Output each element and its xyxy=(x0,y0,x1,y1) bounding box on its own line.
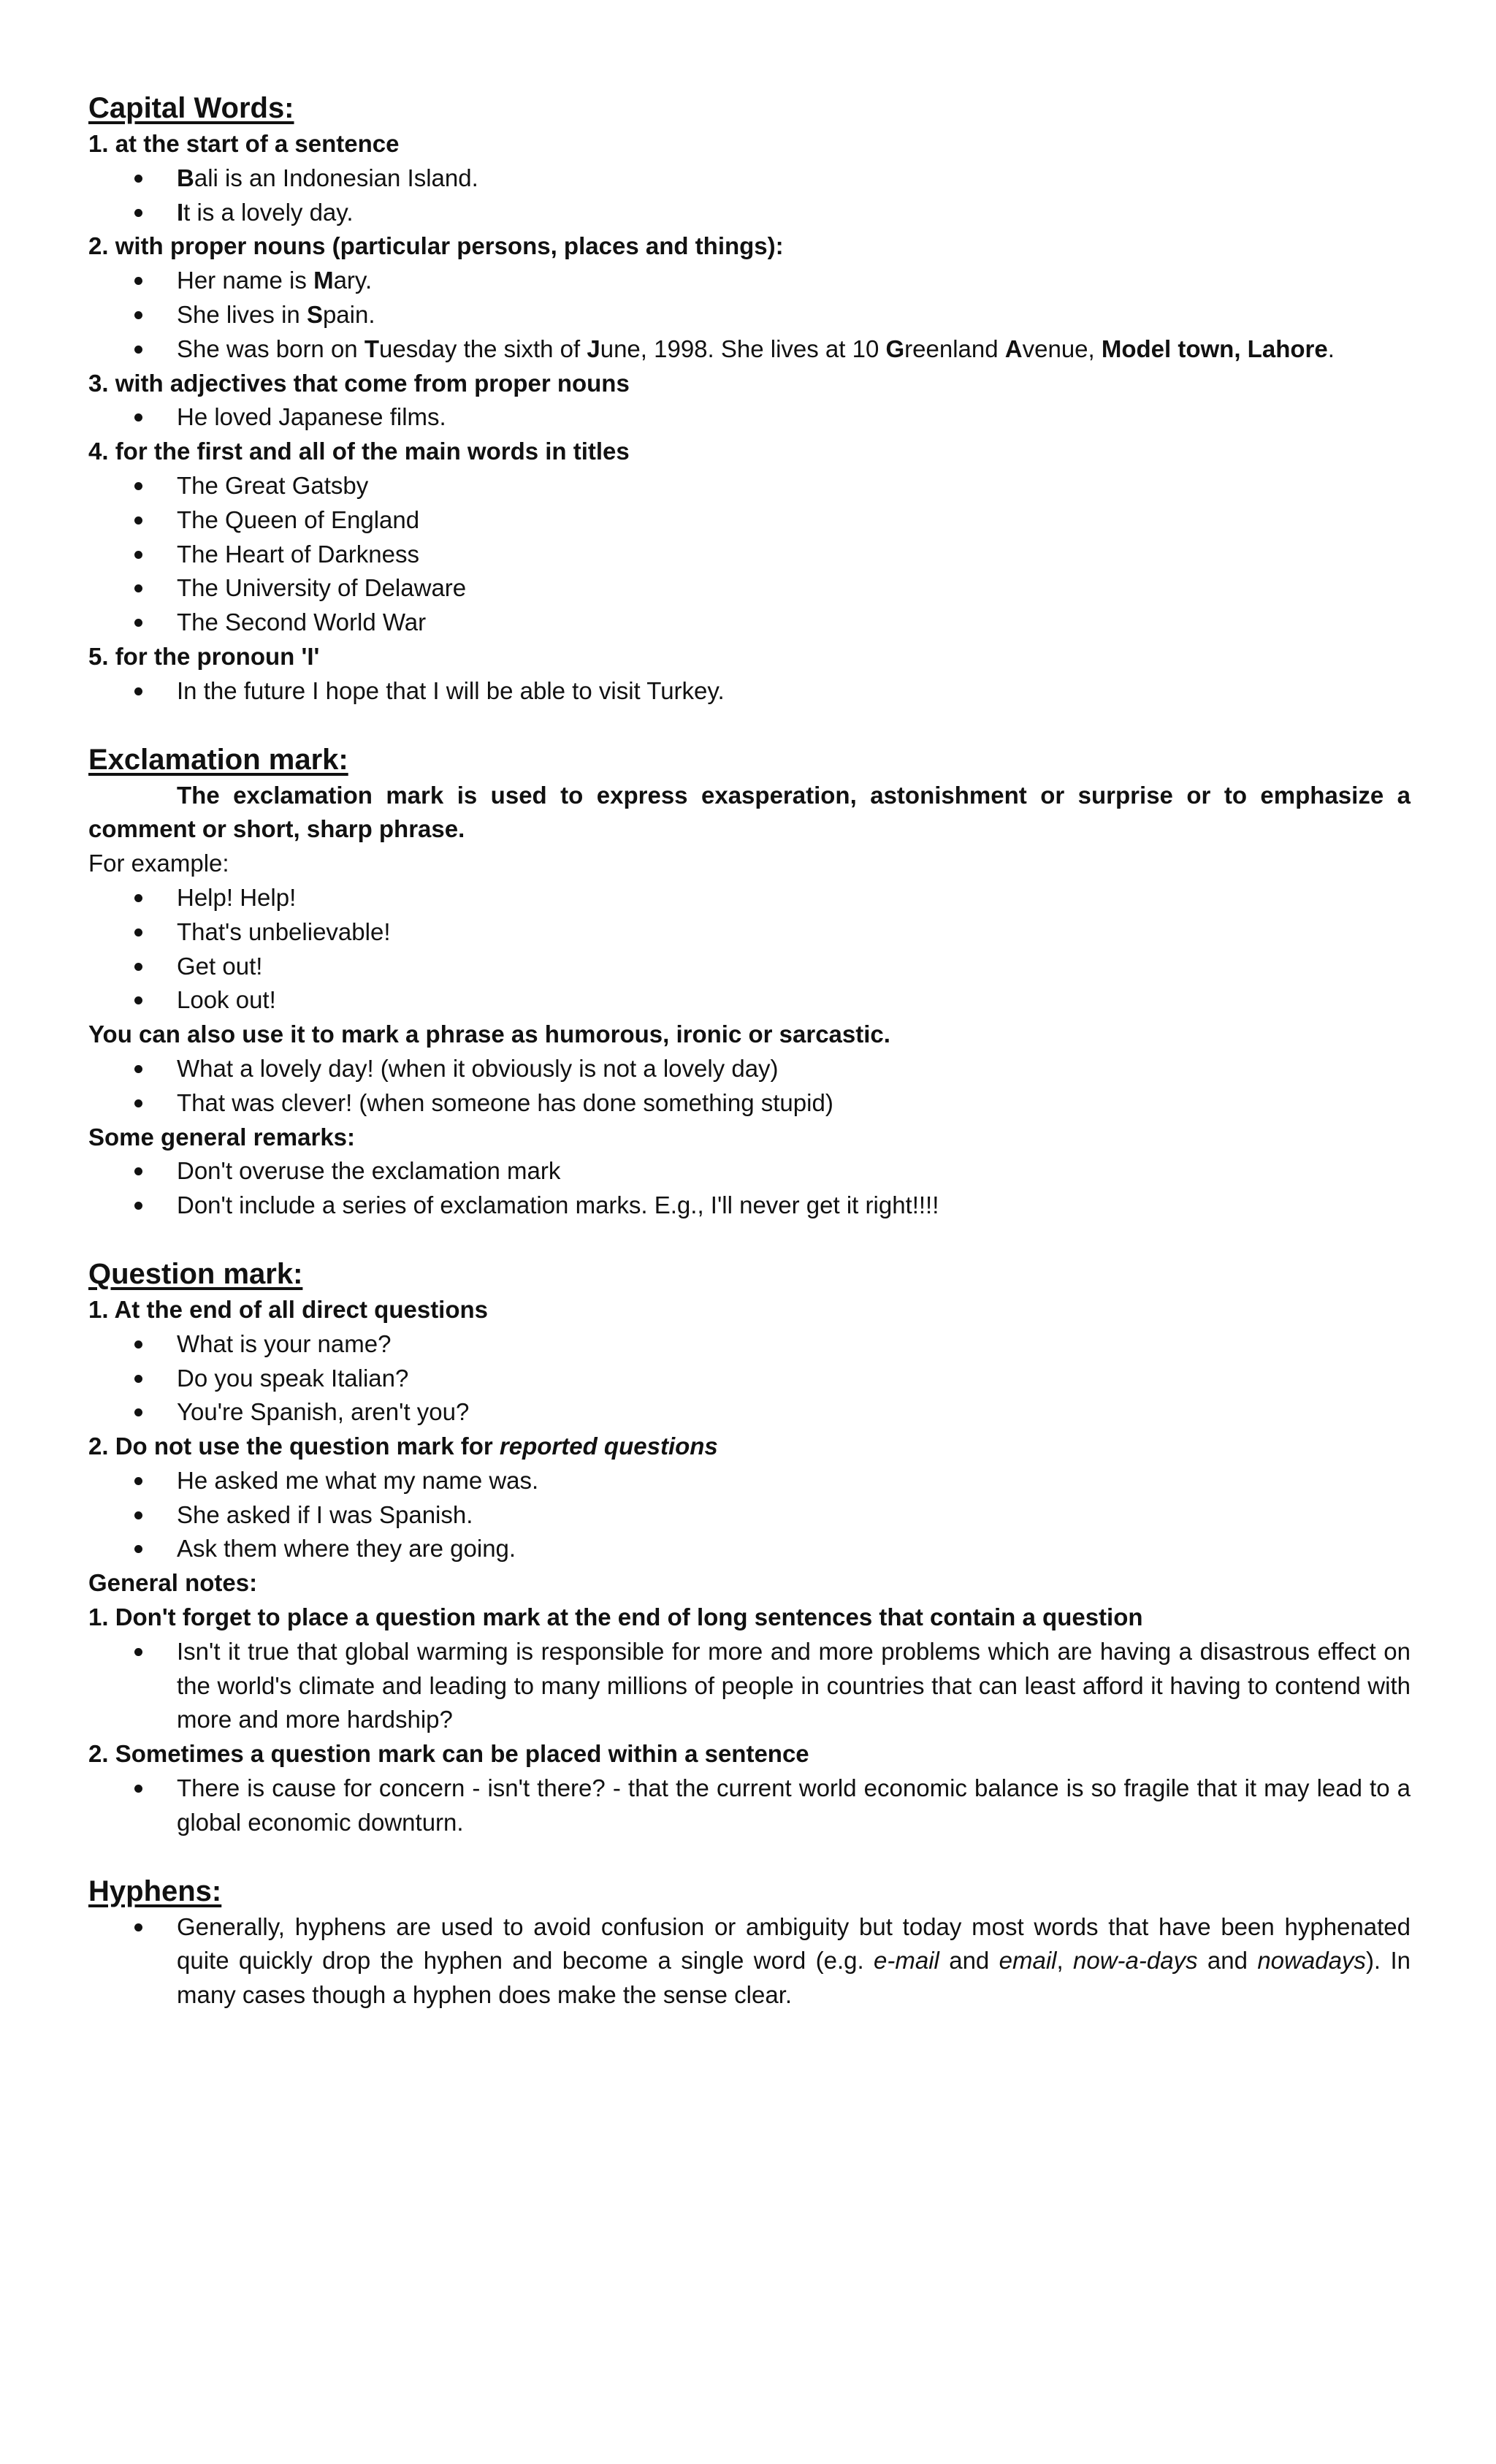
bullet-list xyxy=(88,674,1411,709)
list-item: In the future I hope that I will be able to visit Turkey. xyxy=(88,674,1411,709)
bullet-list xyxy=(88,1771,1411,1840)
list-item: Don't overuse the exclamation mark xyxy=(88,1154,1411,1189)
rule-heading: 4. for the first and all of the main words in titles xyxy=(88,438,630,465)
capital-letter: J xyxy=(587,335,600,362)
item-text: reenland xyxy=(904,335,1005,362)
rule-heading: General notes: xyxy=(88,1569,258,1597)
document-page xyxy=(88,89,1411,2013)
italic-term: now-a-days xyxy=(1073,1947,1198,1975)
list-item: He asked me what my name was. xyxy=(88,1464,1411,1498)
list-item: Don't include a series of exclamation marks. E.g., I'll never get it right!!!! xyxy=(88,1189,1411,1223)
item-text: uesday the sixth of xyxy=(379,335,587,362)
rule-heading: 2. Sometimes a question mark can be placed within a sentence xyxy=(88,1740,809,1768)
list-item: She asked if I was Spanish. xyxy=(88,1498,1411,1533)
section-capital-words xyxy=(88,89,1411,709)
rule-heading: 1. At the end of all direct questions xyxy=(88,1295,489,1323)
list-item: The Heart of Darkness xyxy=(88,538,1411,572)
list-item: The Great Gatsby xyxy=(88,469,1411,503)
item-text: une, 1998. She lives at 10 xyxy=(600,335,886,362)
rule-heading: Some general remarks: xyxy=(88,1123,356,1151)
list-item xyxy=(88,264,1411,298)
section-title: Capital Words: xyxy=(88,92,294,124)
section-question-mark xyxy=(88,1255,1411,1840)
list-item: What a lovely day! (when it obviously is not a lovely day) xyxy=(88,1052,1411,1086)
list-item: The University of Delaware xyxy=(88,571,1411,606)
item-text: Her name is xyxy=(177,267,314,294)
rule-heading xyxy=(88,1430,1411,1464)
rule-heading: You can also use it to mark a phrase as humorous, ironic or sarcastic. xyxy=(88,1021,890,1048)
section-title: Question mark: xyxy=(88,1257,303,1290)
section-hyphens xyxy=(88,1872,1411,2013)
list-item: What is your name? xyxy=(88,1327,1411,1362)
list-item: Get out! xyxy=(88,950,1411,984)
rule-heading: 5. for the pronoun 'I' xyxy=(88,642,320,670)
list-item: Look out! xyxy=(88,983,1411,1018)
item-text: She lives in xyxy=(177,300,307,328)
list-item xyxy=(88,298,1411,332)
list-item xyxy=(88,1910,1411,2013)
bullet-list xyxy=(88,161,1411,230)
list-item xyxy=(88,332,1411,367)
list-item xyxy=(88,161,1411,196)
rule-heading: 1. at the start of a sentence xyxy=(88,130,400,157)
bullet-list xyxy=(88,1052,1411,1121)
capital-letter: I xyxy=(177,198,184,226)
list-item: That's unbelievable! xyxy=(88,915,1411,950)
capital-letter: T xyxy=(364,335,380,362)
section-exclamation-mark xyxy=(88,741,1411,1223)
item-text: . xyxy=(1327,335,1335,362)
rule-heading: 2. with proper nouns (particular persons, places and things): xyxy=(88,232,784,260)
italic-term: nowadays xyxy=(1257,1947,1366,1975)
list-item: You're Spanish, aren't you? xyxy=(88,1395,1411,1430)
item-text: She was born on xyxy=(177,335,365,362)
capital-letter: M xyxy=(313,267,334,294)
bullet-list xyxy=(88,1464,1411,1566)
list-item: The Queen of England xyxy=(88,503,1411,538)
list-item: That was clever! (when someone has done something stupid) xyxy=(88,1086,1411,1121)
bullet-list xyxy=(88,881,1411,1018)
bullet-list xyxy=(88,1910,1411,2013)
bullet-list xyxy=(88,264,1411,366)
list-item: Isn't it true that global warming is responsible for more and more problems which are having a disastrous effect on the world's climate and leading to many millions of people in countries that can least afford it having to contend with more and more hardship? xyxy=(88,1635,1411,1737)
list-item: The Second World War xyxy=(88,606,1411,640)
list-item: Help! Help! xyxy=(88,881,1411,915)
list-item: He loved Japanese films. xyxy=(88,400,1411,435)
section-title: Hyphens: xyxy=(88,1874,222,1907)
list-item: Ask them where they are going. xyxy=(88,1532,1411,1566)
bullet-list xyxy=(88,400,1411,435)
item-text: t is a lovely day. xyxy=(183,198,354,226)
item-text: pain. xyxy=(322,300,375,328)
item-text: ary. xyxy=(333,267,373,294)
rule-heading: 1. Don't forget to place a question mark at the end of long sentences that contain a question xyxy=(88,1603,1143,1631)
item-text: Generally, hyphens are used to avoid confusion or ambiguity but today most words that have been hyphenated quite quickly drop the hyphen and become a single word (e.g. xyxy=(177,1912,1411,1975)
bullet-list xyxy=(88,1327,1411,1430)
list-item: Do you speak Italian? xyxy=(88,1362,1411,1396)
rule-heading: 3. with adjectives that come from proper nouns xyxy=(88,369,630,397)
capital-letter: A xyxy=(1004,335,1023,362)
list-item: There is cause for concern - isn't there? - that the current world economic balance is so fragile that it may lead to a global economic downturn. xyxy=(88,1771,1411,1840)
item-text: and xyxy=(939,1947,999,1975)
capital-letter: B xyxy=(177,164,194,191)
bullet-list xyxy=(88,1635,1411,1737)
italic-term: email xyxy=(999,1947,1057,1975)
item-text: , xyxy=(1056,1947,1073,1975)
bullet-list xyxy=(88,469,1411,640)
item-text: venue, xyxy=(1022,335,1102,362)
capital-letter: G xyxy=(885,335,905,362)
section-title: Exclamation mark: xyxy=(88,743,348,776)
for-example-label: For example: xyxy=(88,850,229,877)
item-text: ). In many cases though a hyphen does make the sense clear. xyxy=(177,1947,1411,2009)
intro-paragraph: The exclamation mark is used to express exasperation, astonishment or surprise or to emphasize a comment or short, sharp phrase. xyxy=(88,781,1411,843)
item-text: and xyxy=(1197,1947,1258,1975)
rule-emphasis: reported questions xyxy=(499,1433,718,1460)
italic-term: e-mail xyxy=(874,1947,939,1975)
rule-text: 2. Do not use the question mark for xyxy=(88,1433,500,1460)
list-item xyxy=(88,196,1411,230)
capital-letter: S xyxy=(306,300,323,328)
bullet-list xyxy=(88,1154,1411,1223)
item-text: ali is an Indonesian Island. xyxy=(194,164,478,191)
bold-place-name: Model town, Lahore xyxy=(1101,335,1328,362)
